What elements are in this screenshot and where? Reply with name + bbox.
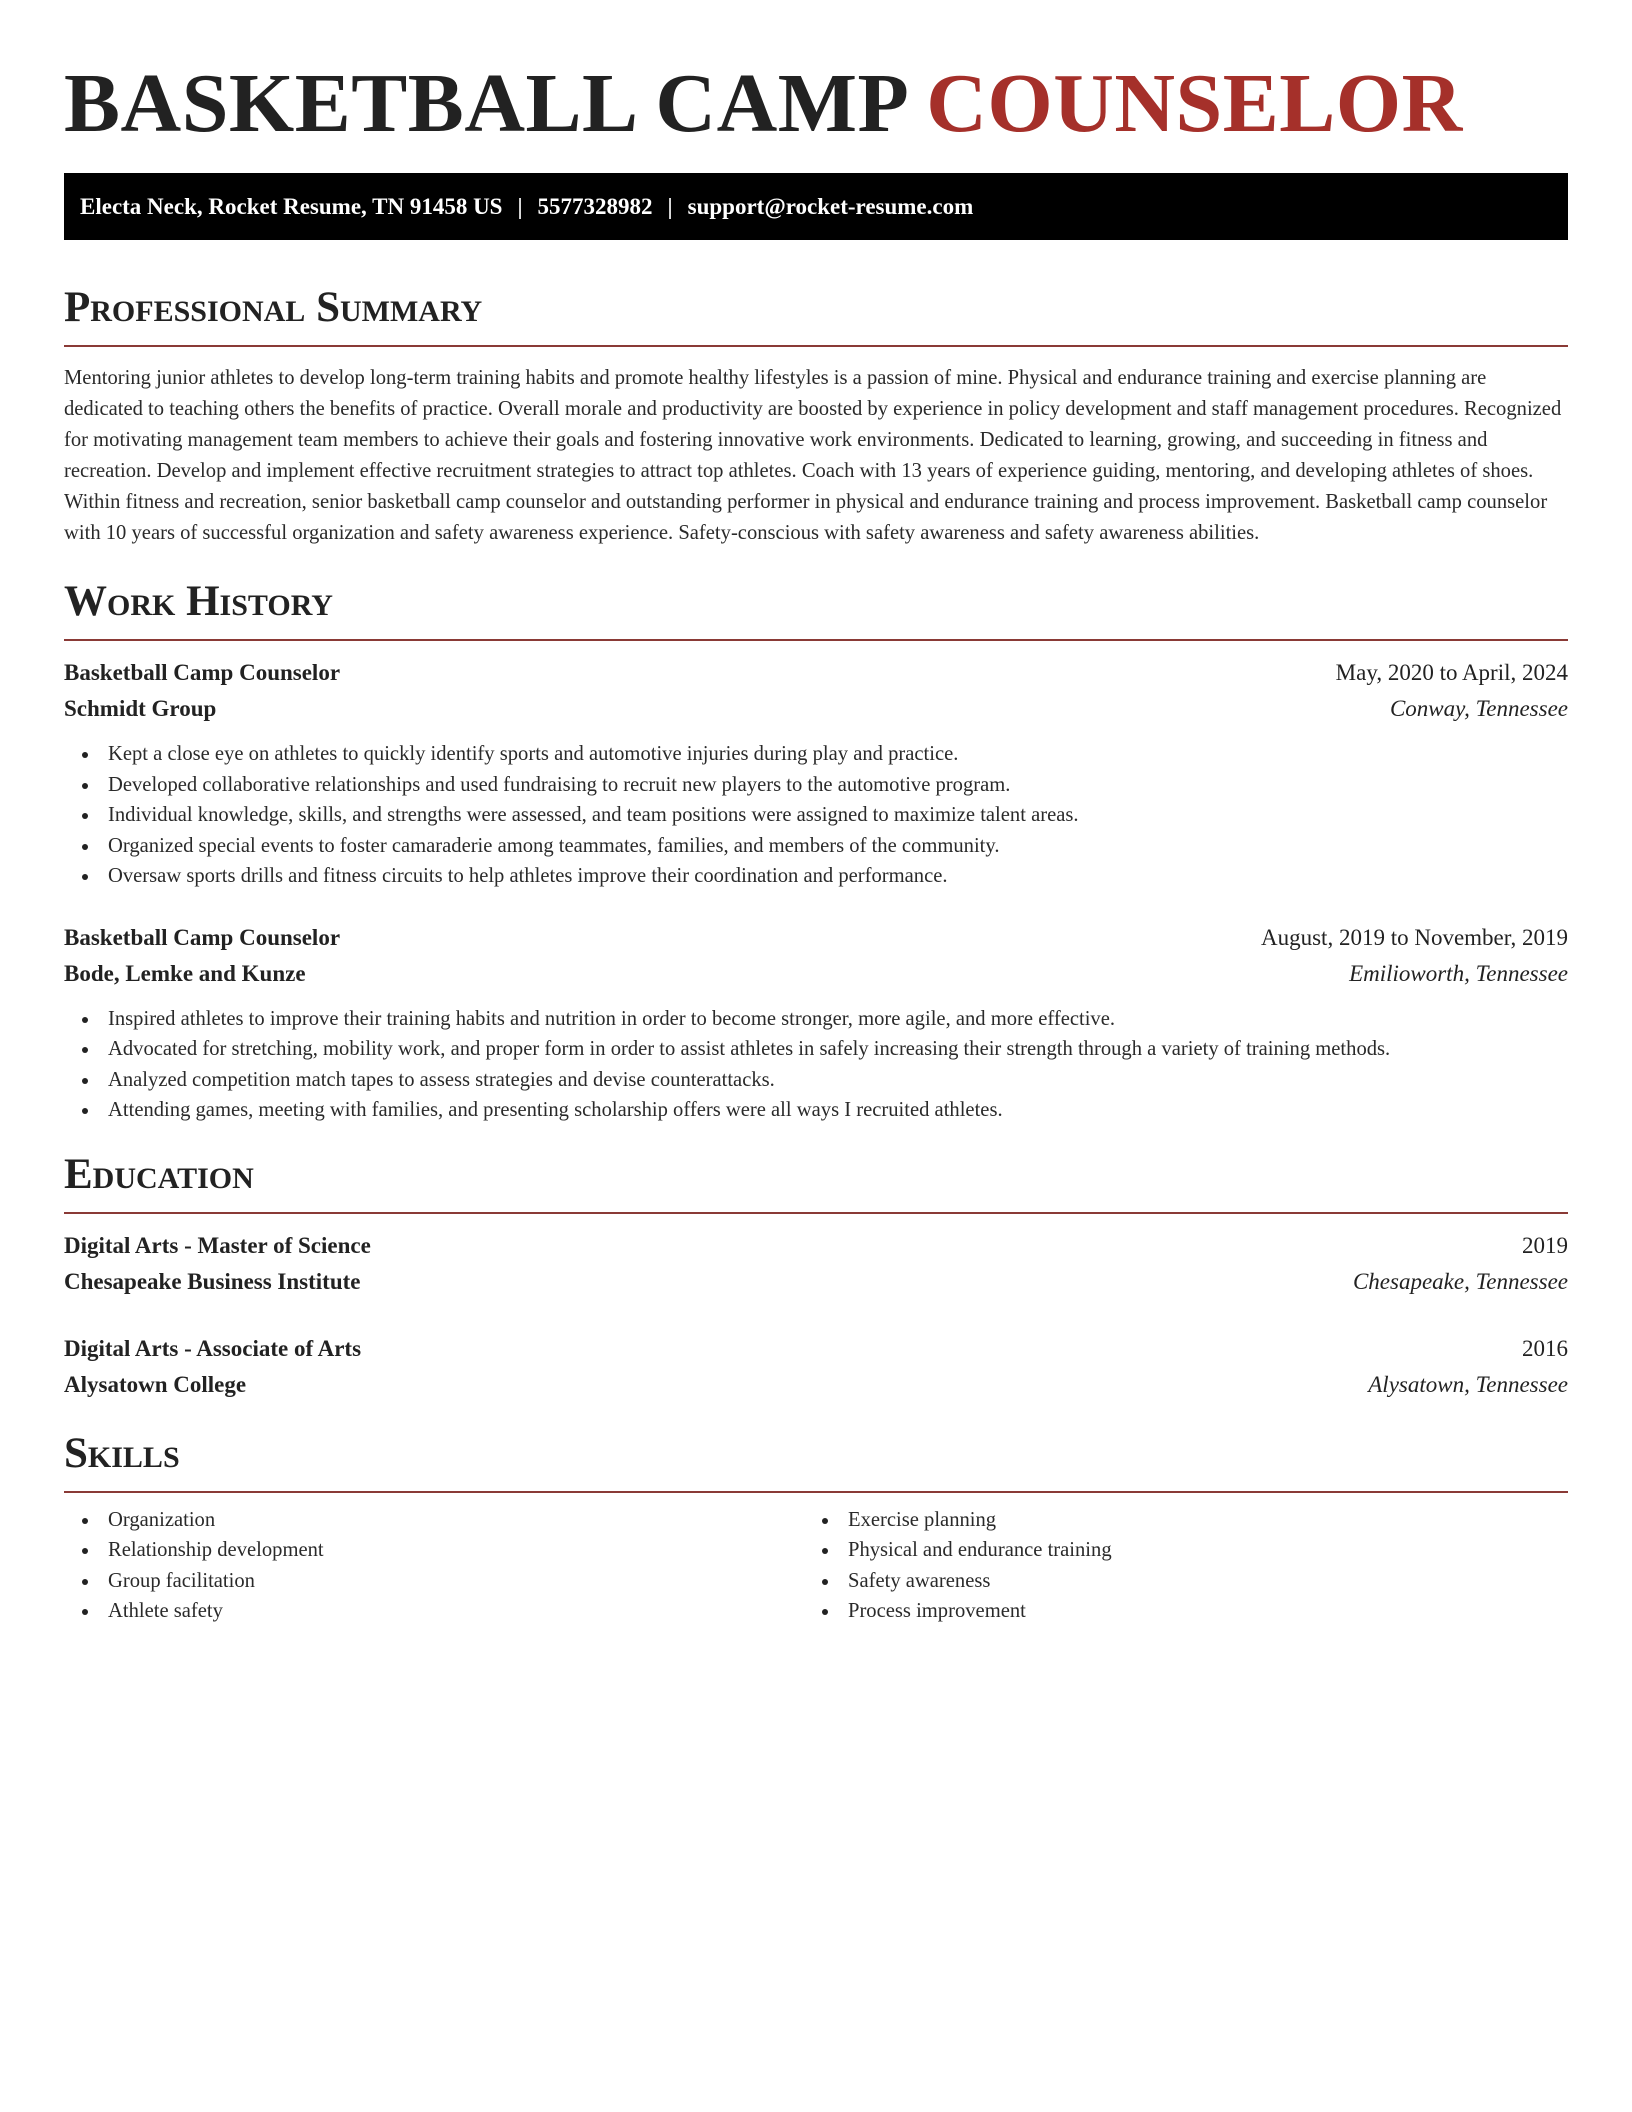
education-degree: Digital Arts - Master of Science [64,1232,371,1258]
education-school-row [64,1367,1568,1403]
section-divider [64,345,1568,347]
title-accent: COUNSELOR [926,57,1463,150]
skill-item: Physical and endurance training [804,1535,1544,1566]
education-school: Chesapeake Business Institute [64,1268,361,1294]
job-bullet: Oversaw sports drills and fitness circuits to help athletes improve their coordination and performance. [64,861,1568,892]
work-history-section [64,577,1568,1126]
job-dates: May, 2020 to April, 2024 [1335,660,1568,685]
work-history-heading: Work History [64,578,333,625]
job-header-row [64,655,1568,691]
job-bullets [64,739,1568,892]
job-company-row [64,691,1568,727]
contact-bar [64,173,1568,240]
job-company-row [64,956,1568,992]
skill-item: Process improvement [804,1596,1544,1627]
education-header-row [64,1331,1568,1367]
education-heading: Education [64,1150,254,1198]
job-company: Bode, Lemke and Kunze [64,960,306,986]
section-divider [64,1212,1568,1214]
skills-list [804,1505,1544,1627]
education-location: Chesapeake, Tennessee [1352,1268,1568,1294]
contact-email: support@rocket-resume.com [687,194,974,219]
job-bullet: Individual knowledge, skills, and strengths were assessed, and team positions were assigned to maximize talent areas. [64,800,1568,831]
job-entry [64,655,1568,892]
skills-section [64,1429,1568,1627]
contact-phone: 5577328982 [537,194,653,219]
resume-title [64,0,1568,150]
job-company: Schmidt Group [64,696,217,721]
job-location: Conway, Tennessee [1389,696,1568,721]
contact-separator: | [667,194,673,219]
contact-separator: | [517,194,523,219]
skill-item: Exercise planning [804,1505,1544,1536]
job-bullet: Analyzed competition match tapes to assess strategies and devise counterattacks. [64,1065,1568,1096]
job-title: Basketball Camp Counselor [64,924,341,950]
education-school: Alysatown College [64,1371,247,1397]
summary-section [64,283,1568,549]
skill-item: Relationship development [64,1535,804,1566]
skills-grid [64,1505,1568,1627]
education-entry [64,1228,1568,1300]
job-location: Emilioworth, Tennessee [1349,960,1568,986]
education-location: Alysatown, Tennessee [1368,1371,1568,1397]
education-year: 2019 [1522,1232,1568,1258]
resume-page [64,0,1568,1627]
job-header-row [64,920,1568,956]
skills-column-left [64,1505,804,1627]
job-bullet: Developed collaborative relationships and used fundraising to recruit new players to the automotive program. [64,770,1568,801]
education-header-row [64,1228,1568,1264]
skill-item: Safety awareness [804,1566,1544,1597]
contact-address: Electa Neck, Rocket Resume, TN 91458 US [80,194,503,219]
job-title: Basketball Camp Counselor [64,660,341,685]
job-entry [64,920,1568,1126]
job-bullet: Organized special events to foster camaraderie among teammates, families, and members of the community. [64,831,1568,862]
summary-text: Mentoring junior athletes to develop long-term training habits and promote healthy lifestyles is a passion of mine. Physical and endurance training and exercise planning are dedicated to teaching others the benefits of practice. Overall morale and productivity are boosted by experience in policy development and staff management procedures. Recognized for motivating management team members to achieve their goals and fostering innovative work environments. Dedicated to learning, growing, and succeeding in fitness and recreation. Develop and implement effective recruitment strategies to attract top athletes. Coach with 13 years of experience guiding, mentoring, and developing athletes of shoes. Within fitness and recreation, senior basketball camp counselor and outstanding performer in physical and endurance training and process improvement. Basketball camp counselor with 10 years of successful organization and safety awareness experience. Safety-conscious with safety awareness and safety awareness abilities. [64,367,1562,544]
skills-list [64,1505,804,1627]
skill-item: Athlete safety [64,1596,804,1627]
education-degree: Digital Arts - Associate of Arts [64,1335,362,1361]
education-section [64,1150,1568,1403]
summary-heading: Professional Summary [64,284,483,331]
job-bullet: Inspired athletes to improve their training habits and nutrition in order to become stronger, more agile, and more effective. [64,1004,1568,1035]
title-main: BASKETBALL CAMP [64,57,905,150]
education-school-row [64,1264,1568,1300]
skills-heading: Skills [64,1429,180,1477]
section-divider [64,639,1568,641]
education-entry [64,1331,1568,1403]
skill-item: Organization [64,1505,804,1536]
section-divider [64,1491,1568,1493]
job-bullet: Attending games, meeting with families, and presenting scholarship offers were all ways I recruited athletes. [64,1095,1568,1126]
skills-column-right [804,1505,1544,1627]
job-bullet: Advocated for stretching, mobility work, and proper form in order to assist athletes in safely increasing their strength through a variety of training methods. [64,1034,1568,1065]
job-dates: August, 2019 to November, 2019 [1261,924,1568,950]
education-year: 2016 [1522,1335,1568,1361]
job-bullets [64,1004,1568,1126]
job-bullet: Kept a close eye on athletes to quickly identify sports and automotive injuries during play and practice. [64,739,1568,770]
skill-item: Group facilitation [64,1566,804,1597]
